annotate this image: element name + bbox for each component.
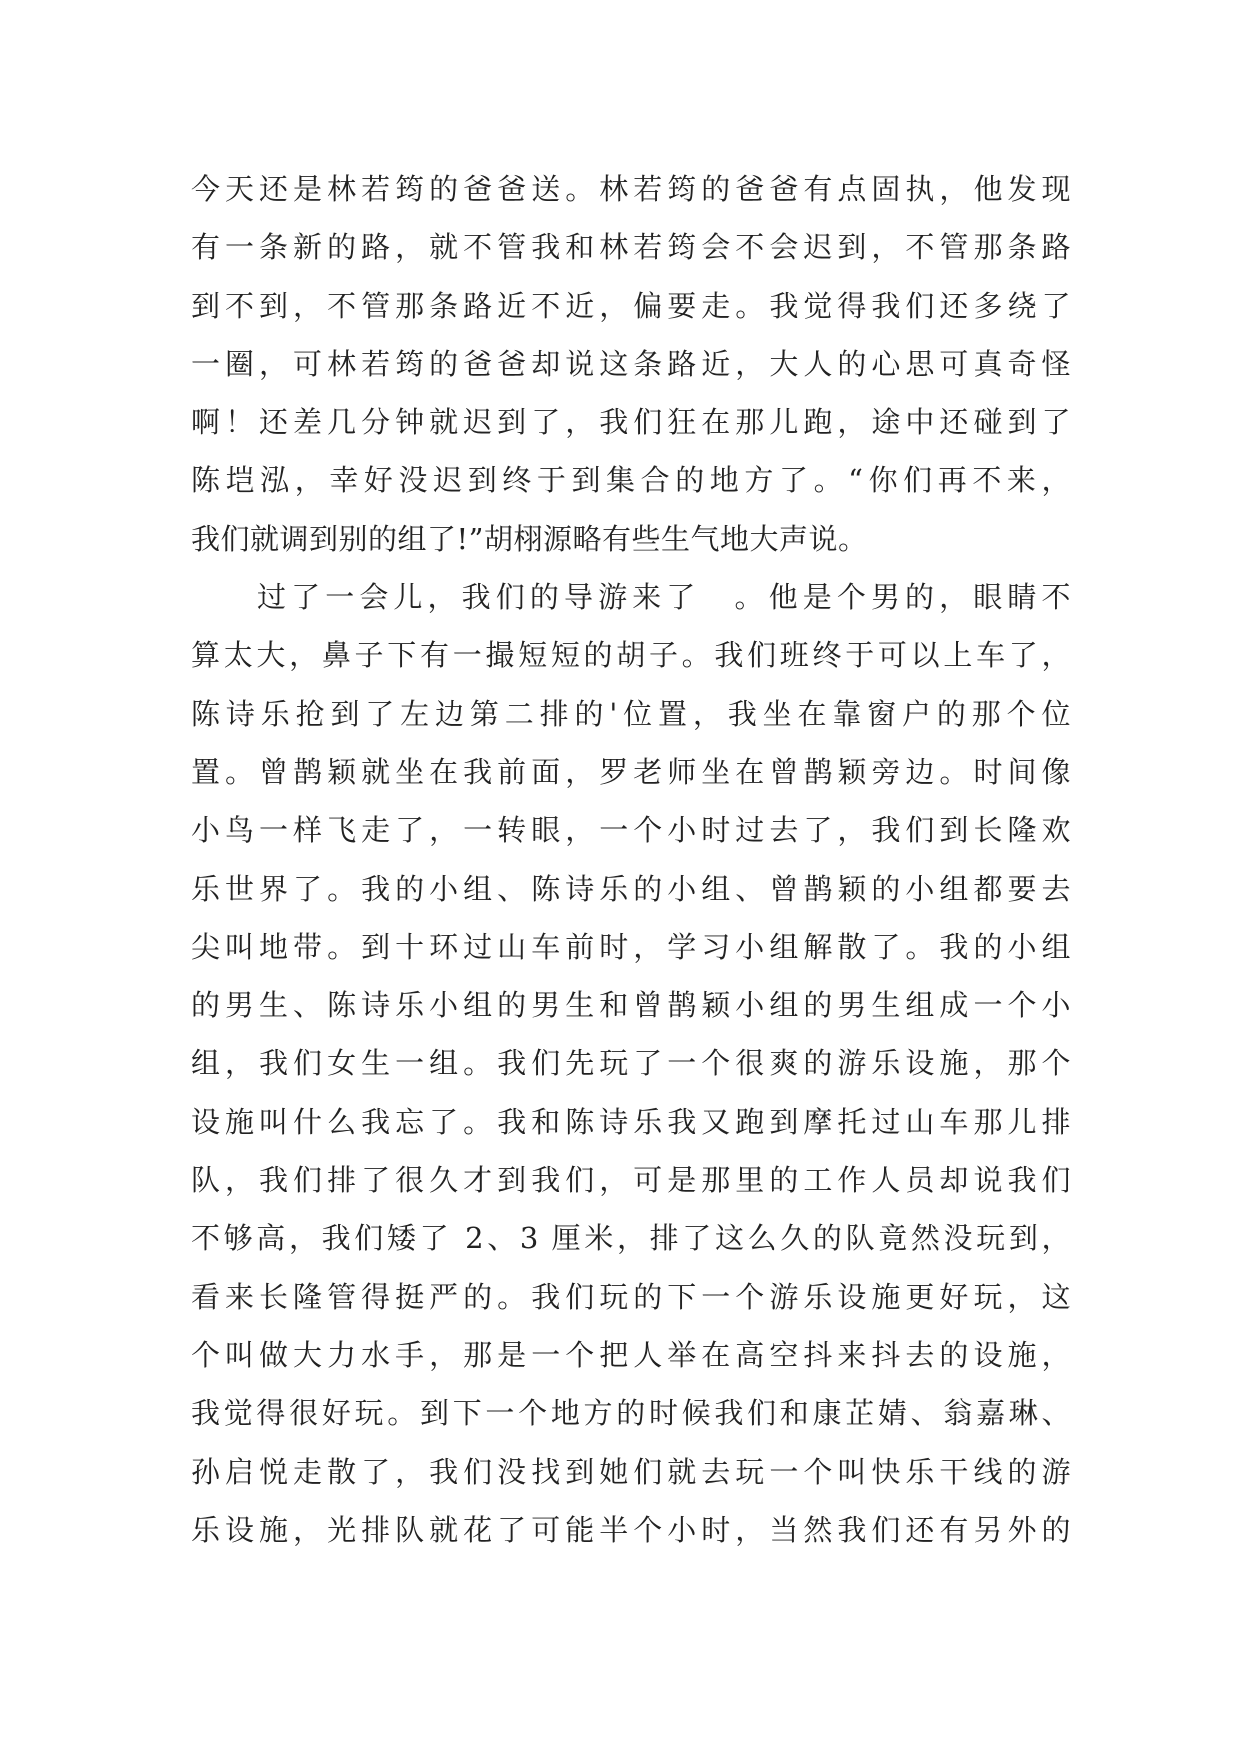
text-line: 到不到，不管那条路近不近，偏要走。我觉得我们还多绕了: [191, 288, 1071, 323]
text-line: 过了一会儿，我们的导游来了 。他是个男的，眼睛不: [257, 580, 1071, 615]
text-line: 有一条新的路，就不管我和林若筠会不会迟到，不管那条路: [191, 230, 1071, 265]
text-line: 组，我们女生一组。我们先玩了一个很爽的游乐设施，那个: [191, 1046, 1071, 1081]
text-line: 啊！还差几分钟就迟到了，我们狂在那儿跑，途中还碰到了: [191, 405, 1071, 440]
text-line: 陈诗乐抢到了左边第二排的'位置，我坐在靠窗户的那个位: [191, 696, 1071, 731]
text-line: 一圈，可林若筠的爸爸却说这条路近，大人的心思可真奇怪: [191, 346, 1071, 381]
text-line: 个叫做大力水手，那是一个把人举在高空抖来抖去的设施，: [191, 1337, 1071, 1372]
body-text: [191, 160, 1071, 1559]
text-line: 的男生、陈诗乐小组的男生和曾鹊颖小组的男生组成一个小: [191, 988, 1071, 1023]
text-line: 今天还是林若筠的爸爸送。林若筠的爸爸有点固执，他发现: [191, 172, 1071, 206]
text-line: 我觉得很好玩。到下一个地方的时候我们和康芷婧、翁嘉琳、: [191, 1396, 1071, 1431]
text-line: 乐设施，光排队就花了可能半个小时，当然我们还有另外的: [191, 1512, 1071, 1547]
text-line: 孙启悦走散了，我们没找到她们就去玩一个叫快乐干线的游: [191, 1454, 1071, 1489]
text-line: 我们就调到别的组了!”胡栩源略有些生气地大声说。: [191, 521, 868, 556]
text-line: 陈垲泓，幸好没迟到终于到集合的地方了。“你们再不来，: [191, 463, 1071, 498]
text-line: 尖叫地带。到十环过山车前时，学习小组解散了。我的小组: [191, 929, 1071, 964]
text-line: 算太大，鼻子下有一撮短短的胡子。我们班终于可以上车了，: [191, 638, 1071, 673]
text-line: 队，我们排了很久才到我们，可是那里的工作人员却说我们: [191, 1163, 1071, 1198]
text-line: 小鸟一样飞走了，一转眼，一个小时过去了，我们到长隆欢: [191, 813, 1071, 848]
text-line: 置。曾鹊颖就坐在我前面，罗老师坐在曾鹊颖旁边。时间像: [191, 754, 1071, 789]
text-line: 看来长隆管得挺严的。我们玩的下一个游乐设施更好玩，这: [191, 1279, 1071, 1314]
text-line: 设施叫什么我忘了。我和陈诗乐我又跑到摩托过山车那儿排: [191, 1104, 1071, 1139]
text-line: 不够高，我们矮了 2、3 厘米，排了这么久的队竟然没玩到，: [191, 1221, 1071, 1256]
text-line: 乐世界了。我的小组、陈诗乐的小组、曾鹊颖的小组都要去: [191, 871, 1071, 906]
